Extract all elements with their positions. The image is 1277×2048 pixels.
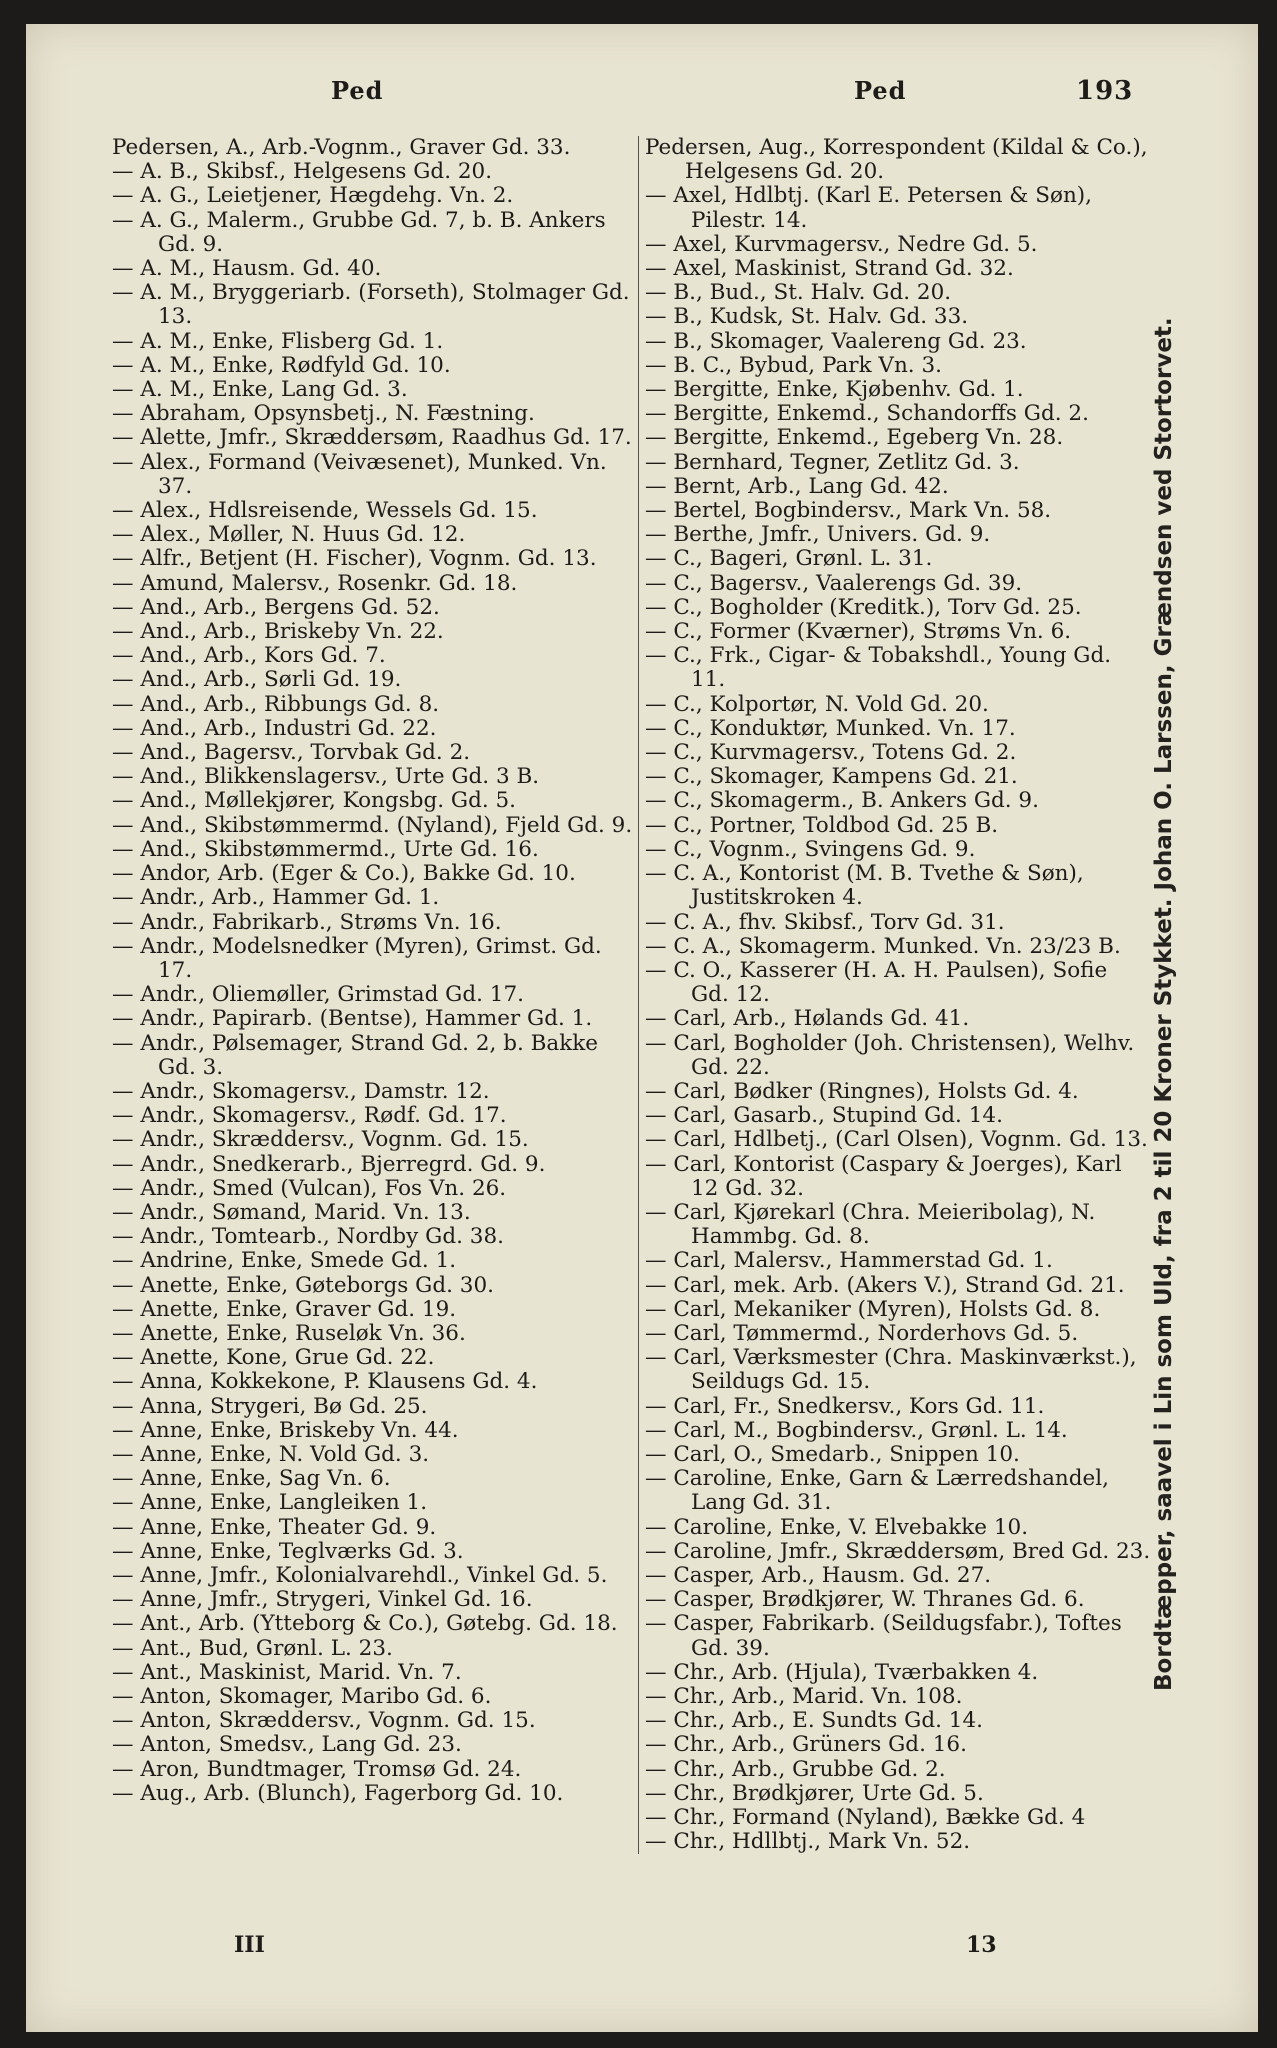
directory-entry: — Andr., Snedkerarb., Bjerregrd. Gd. 9. (112, 1151, 546, 1177)
directory-entry: — Chr., Arb., E. Sundts Gd. 14. (645, 1708, 983, 1734)
directory-entry: — C. A., Skomagerm. Munked. Vn. 23/23 B. (645, 933, 1121, 959)
directory-entry: — Andr., Tomtearb., Nordby Gd. 38. (112, 1224, 504, 1250)
directory-entry: — Andr., Skomagersv., Damstr. 12. (112, 1078, 490, 1104)
directory-entry: — C., Kolportør, N. Vold Gd. 20. (645, 691, 989, 717)
directory-entry: — Caroline, Jmfr., Skræddersøm, Bred Gd. 23. (645, 1538, 1151, 1564)
directory-entry: — Andr., Arb., Hammer Gd. 1. (112, 885, 440, 911)
directory-entry: — Caroline, Enke, Garn & Lærredshandel, Lang Gd. 31. (645, 1466, 1109, 1516)
directory-entry: — Casper, Arb., Hausm. Gd. 27. (645, 1562, 992, 1588)
directory-entry: — C., Skomager, Kampens Gd. 21. (645, 764, 1018, 790)
directory-entry: — A. G., Malerm., Grubbe Gd. 7, b. B. Ankers Gd. 9. (112, 207, 606, 257)
directory-entry: — C., Former (Kværner), Strøms Vn. 6. (645, 619, 1072, 645)
directory-entry: — And., Arb., Bergens Gd. 52. (112, 594, 440, 620)
directory-entry: — Carl, Gasarb., Stupind Gd. 14. (645, 1103, 1003, 1129)
directory-entry: — Andr., Skræddersv., Vognm. Gd. 15. (112, 1127, 529, 1153)
directory-entry: — C., Frk., Cigar- & Tobakshdl., Young Gd. 11. (645, 643, 1112, 693)
directory-entry: — Axel, Hdlbtj. (Karl E. Petersen & Søn), Pilestr. 14. (645, 183, 1093, 233)
directory-entry: — Anna, Kokkekone, P. Klausens Gd. 4. (112, 1369, 538, 1395)
directory-entry: — Chr., Arb., Grüners Gd. 16. (645, 1732, 967, 1758)
left-column (112, 136, 638, 1806)
directory-entry: — C., Bagersv., Vaalerengs Gd. 39. (645, 570, 1023, 596)
directory-entry: — Carl, Arb., Hølands Gd. 41. (645, 1006, 970, 1032)
directory-entry: — Abraham, Opsynsbetj., N. Fæstning. (112, 401, 535, 427)
directory-entry: — Anette, Enke, Graver Gd. 19. (112, 1296, 457, 1322)
directory-entry: — Carl, Bogholder (Joh. Christensen), Welhv. Gd. 22. (645, 1030, 1135, 1080)
directory-entry: — Carl, O., Smedarb., Snippen 10. (645, 1441, 1020, 1467)
directory-entry: — Andor, Arb. (Eger & Co.), Bakke Gd. 10. (112, 861, 576, 887)
directory-entry: — A. G., Leietjener, Hægdehg. Vn. 2. (112, 183, 514, 209)
directory-entry: Pedersen, A., Arb.-Vognm., Graver Gd. 33. (112, 135, 571, 160)
directory-entry: — Aron, Bundtmager, Tromsø Gd. 24. (112, 1756, 522, 1782)
directory-entry: — Carl, Malersv., Hammerstad Gd. 1. (645, 1248, 1053, 1274)
directory-entry: — Andr., Sømand, Marid. Vn. 13. (112, 1199, 471, 1225)
directory-entry: — Andr., Papirarb. (Bentse), Hammer Gd. 1. (112, 1006, 593, 1032)
directory-entry: — A. M., Enke, Rødfyld Gd. 10. (112, 352, 451, 378)
directory-entry: Pedersen, Aug., Korrespondent (Kildal & Co.), Helgesens Gd. 20. (645, 135, 1148, 185)
directory-entry: — Anne, Enke, Teglværks Gd. 3. (112, 1538, 464, 1564)
directory-entry: — Anne, Enke, Briskeby Vn. 44. (112, 1417, 459, 1443)
directory-page (26, 24, 1258, 2032)
directory-entry: — Andr., Pølsemager, Strand Gd. 2, b. Bakke Gd. 3. (112, 1030, 599, 1080)
directory-entry: — Anette, Enke, Gøteborgs Gd. 30. (112, 1272, 494, 1298)
directory-entry: — Casper, Fabrikarb. (Seildugsfabr.), Toftes Gd. 39. (645, 1611, 1122, 1661)
directory-entry: — Carl, Fr., Snedkersv., Kors Gd. 11. (645, 1393, 1045, 1419)
directory-entry: — Anne, Enke, Sag Vn. 6. (112, 1466, 391, 1492)
directory-entry: — Aug., Arb. (Blunch), Fagerborg Gd. 10. (112, 1780, 564, 1806)
directory-entry: — Andr., Fabrikarb., Strøms Vn. 16. (112, 909, 502, 935)
directory-entry: — And., Møllekjører, Kongsbg. Gd. 5. (112, 788, 517, 814)
directory-entry: — Anne, Jmfr., Kolonialvarehdl., Vinkel Gd. 5. (112, 1562, 608, 1588)
directory-entry: — Chr., Arb. (Hjula), Tværbakken 4. (645, 1659, 1039, 1685)
directory-entry: — Chr., Arb., Grubbe Gd. 2. (645, 1756, 946, 1782)
directory-entry: — Carl, Kontorist (Caspary & Joerges), Karl 12 Gd. 32. (645, 1151, 1122, 1201)
directory-entry: — B. C., Bybud, Park Vn. 3. (645, 352, 942, 378)
directory-entry: — Andrine, Enke, Smede Gd. 1. (112, 1248, 457, 1274)
footer-sheet-number: 13 (966, 1932, 997, 1958)
footer-signature: III (234, 1932, 265, 1958)
directory-entry: — Chr., Brødkjører, Urte Gd. 5. (645, 1780, 984, 1806)
directory-entry: — Chr., Formand (Nyland), Bække Gd. 4 (645, 1805, 1086, 1831)
directory-entry: — And., Arb., Kors Gd. 7. (112, 643, 386, 669)
directory-entry: — Amund, Malersv., Rosenkr. Gd. 18. (112, 570, 518, 596)
directory-entry: — Andr., Smed (Vulcan), Fos Vn. 26. (112, 1175, 507, 1201)
header-center: Ped (854, 76, 907, 105)
directory-entry: — B., Bud., St. Halv. Gd. 20. (645, 280, 952, 306)
directory-entry: — Anton, Skræddersv., Vognm. Gd. 15. (112, 1708, 536, 1734)
directory-entry: — Carl, mek. Arb. (Akers V.), Strand Gd. 21. (645, 1272, 1125, 1298)
directory-entry: — Andr., Skomagersv., Rødf. Gd. 17. (112, 1103, 507, 1129)
directory-entry: — Berthe, Jmfr., Univers. Gd. 9. (645, 522, 991, 548)
directory-entry: — Andr., Oliemøller, Grimstad Gd. 17. (112, 982, 524, 1008)
directory-entry: — C., Portner, Toldbod Gd. 25 B. (645, 812, 999, 838)
directory-entry: — Bergitte, Enkemd., Egeberg Vn. 28. (645, 425, 1064, 451)
directory-entry: — Carl, Hdlbetj., (Carl Olsen), Vognm. Gd. 13. (645, 1127, 1148, 1153)
directory-entry: — C. O., Kasserer (H. A. H. Paulsen), Sofie Gd. 12. (645, 957, 1108, 1008)
directory-entry: — And., Arb., Industri Gd. 22. (112, 715, 437, 741)
directory-entry: — C., Kurvmagersv., Totens Gd. 2. (645, 740, 1017, 766)
directory-entry: — And., Arb., Briskeby Vn. 22. (112, 619, 444, 645)
directory-entry: — Bertel, Bogbindersv., Mark Vn. 58. (645, 498, 1052, 524)
directory-entry: — And., Skibstømmermd. (Nyland), Fjeld Gd. 9. (112, 812, 633, 838)
directory-entry: — And., Blikkenslagersv., Urte Gd. 3 B. (112, 764, 540, 790)
directory-entry: — Axel, Maskinist, Strand Gd. 32. (645, 256, 1014, 282)
directory-entry: — Bernt, Arb., Lang Gd. 42. (645, 473, 949, 499)
directory-entry: — C., Skomagerm., B. Ankers Gd. 9. (645, 788, 1039, 814)
directory-entry: — C. A., Kontorist (M. B. Tvethe & Søn), Justitskroken 4. (645, 861, 1084, 911)
directory-entry: — Anette, Enke, Ruseløk Vn. 36. (112, 1320, 466, 1346)
directory-entry: — Anna, Strygeri, Bø Gd. 25. (112, 1393, 428, 1419)
directory-entry: — Carl, Kjørekarl (Chra. Meieribolag), N. Hammbg. Gd. 8. (645, 1199, 1096, 1250)
directory-entry: — Anne, Enke, N. Vold Gd. 3. (112, 1441, 430, 1467)
directory-entry: — Axel, Kurvmagersv., Nedre Gd. 5. (645, 231, 1038, 257)
directory-entry: — Alex., Møller, N. Huus Gd. 12. (112, 522, 466, 548)
side-advertisement: Bordtæpper, saavel i Lin som Uld, fra 2 til 20 Kroner Stykket. Johan O. Larssen, Grændsen ved Stortorvet. (1151, 317, 1177, 1691)
page-number: 193 (1076, 76, 1134, 106)
directory-entry: — B., Kudsk, St. Halv. Gd. 33. (645, 304, 969, 330)
directory-entry: — Anette, Kone, Grue Gd. 22. (112, 1345, 435, 1371)
directory-entry: — Carl, Bødker (Ringnes), Holsts Gd. 4. (645, 1078, 1079, 1104)
directory-entry: — Alex., Formand (Veivæsenet), Munked. Vn. 37. (112, 449, 607, 499)
directory-entry: — And., Bagersv., Torvbak Gd. 2. (112, 740, 471, 766)
right-column (638, 136, 1151, 1854)
directory-entry: — And., Skibstømmermd., Urte Gd. 16. (112, 836, 539, 862)
directory-entry: — A. M., Bryggeriarb. (Forseth), Stolmager Gd. 13. (112, 280, 630, 330)
directory-entry: — Carl, Værksmester (Chra. Maskinværkst.), Seildugs Gd. 15. (645, 1345, 1137, 1395)
directory-entry: — Chr., Hdllbtj., Mark Vn. 52. (645, 1829, 971, 1855)
directory-entry: — A. M., Hausm. Gd. 40. (112, 256, 382, 282)
directory-entry: — Anne, Enke, Langleiken 1. (112, 1490, 428, 1516)
header-left: Ped (331, 76, 384, 105)
directory-entry: — Andr., Modelsnedker (Myren), Grimst. Gd. 17. (112, 933, 602, 983)
directory-entry: — Carl, Tømmermd., Norderhovs Gd. 5. (645, 1320, 1079, 1346)
directory-entry: — Bernhard, Tegner, Zetlitz Gd. 3. (645, 449, 1020, 475)
directory-entry: — Anton, Skomager, Maribo Gd. 6. (112, 1684, 492, 1709)
directory-entry: — Anne, Enke, Theater Gd. 9. (112, 1514, 437, 1540)
directory-entry: — Caroline, Enke, V. Elvebakke 10. (645, 1514, 1029, 1540)
directory-entry: — A. B., Skibsf., Helgesens Gd. 20. (112, 159, 493, 185)
directory-entry: — B., Skomager, Vaalereng Gd. 23. (645, 328, 1027, 354)
directory-entry: — C., Bogholder (Kreditk.), Torv Gd. 25. (645, 594, 1082, 620)
directory-entry: — Casper, Brødkjører, W. Thranes Gd. 6. (645, 1587, 1085, 1613)
directory-entry: — A. M., Enke, Flisberg Gd. 1. (112, 328, 444, 354)
directory-entry: — A. M., Enke, Lang Gd. 3. (112, 377, 408, 403)
directory-entry: — C., Bageri, Grønl. L. 31. (645, 546, 933, 572)
directory-entry: — Ant., Maskinist, Marid. Vn. 7. (112, 1659, 462, 1685)
directory-entry: — Alex., Hdlsreisende, Wessels Gd. 15. (112, 498, 538, 524)
directory-entry: — Ant., Bud, Grønl. L. 23. (112, 1635, 393, 1661)
directory-entry: — Alfr., Betjent (H. Fischer), Vognm. Gd. 13. (112, 546, 597, 572)
directory-entry: — And., Arb., Sørli Gd. 19. (112, 667, 402, 693)
directory-entry: — Anne, Jmfr., Strygeri, Vinkel Gd. 16. (112, 1587, 533, 1613)
directory-entry: — Carl, Mekaniker (Myren), Holsts Gd. 8. (645, 1296, 1101, 1322)
directory-entry: — C. A., fhv. Skibsf., Torv Gd. 31. (645, 909, 1005, 935)
directory-entry: — Bergitte, Enke, Kjøbenhv. Gd. 1. (645, 377, 1024, 403)
directory-entry: — Chr., Arb., Marid. Vn. 108. (645, 1684, 963, 1709)
directory-entry: — Alette, Jmfr., Skræddersøm, Raadhus Gd. 17. (112, 425, 632, 451)
directory-entry: — C., Konduktør, Munked. Vn. 17. (645, 715, 1016, 741)
directory-entry: — Carl, M., Bogbindersv., Grønl. L. 14. (645, 1417, 1068, 1443)
directory-entry: — Anton, Smedsv., Lang Gd. 23. (112, 1732, 462, 1758)
directory-entry: — Bergitte, Enkemd., Schandorffs Gd. 2. (645, 401, 1089, 427)
directory-entry: — And., Arb., Ribbungs Gd. 8. (112, 691, 440, 717)
directory-entry: — C., Vognm., Svingens Gd. 9. (645, 836, 976, 862)
directory-entry: — Ant., Arb. (Ytteborg & Co.), Gøtebg. Gd. 18. (112, 1611, 618, 1637)
